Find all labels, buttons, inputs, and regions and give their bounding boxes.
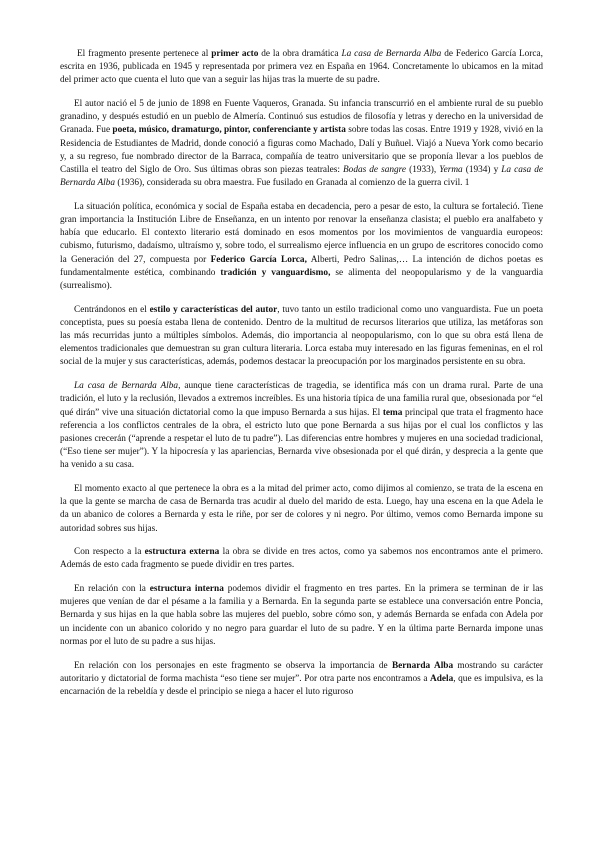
text-run: La situación política, económica y social de España estaba en decadencia, pero a pesar de esto, la cultura se fortaleció. Tiene gran importancia la Institución Libre de Enseñanza, en un intento por renovar la enseñanza clasista; el pueblo era analfabeto y había que educarlo. El contexto literario está dominado en esos momentos por los movimientos de vanguardia europeos: cubismo, futurismo, dadaísmo, ultraísmo y, sobre todo, el surrealismo ejerce influencia en un grupo de escritores conocido como la Generación del 27, compuesta por bbox=[60, 201, 543, 265]
bold-text: estructura externa bbox=[144, 547, 220, 558]
italic-text: Bodas de sangre bbox=[343, 165, 407, 175]
text-run: (1934) y bbox=[462, 165, 502, 175]
text-run: la obra se divide en tres actos, como ya sabemos nos encontramos ante el primero. Además de esto cada fragmento se puede dividir en tres partes. bbox=[60, 547, 543, 571]
text-run: aunque tiene características de tragedia, se identifica más con un drama rural. Parte de una tradición, el luto y la reclusión, llevados a extremos increíbles. Es una historia típica de una familia rural que, obsesionada por “el qué dirán” vive una situación dictatorial como la que impuso Bernarda a sus hijas. El bbox=[60, 381, 544, 418]
text-run: Con respecto a la bbox=[74, 547, 145, 558]
text-run: principal que trata el fragmento hace referencia a los conflictos centrales de la obra, el estricto luto que pone Bernarda a sus hijas por el cual los conflictos y las pasiones crecerán (“aprende a respetar el luto de tu padre”). Las diferencias entre hombres y mujeres en una sociedad tradicional, (“Eso tiene ser mujer”). Y la hipocresía y las apariencias, Bernarda vive obsesionada por el qué dirán, y desprecia a la gente que ha venido a su casa. bbox=[60, 407, 543, 471]
italic-text: Yerma bbox=[439, 165, 463, 175]
paragraph-moment-in-play bbox=[60, 483, 543, 536]
text-run: En relación con los personajes en este fragmento se observa la importancia de bbox=[74, 660, 392, 671]
paragraph-characters bbox=[60, 660, 543, 700]
text-run: , que es impulsiva, es la encarnación de la rebeldía y desde el principio se niega a hacer el luto riguroso bbox=[60, 673, 543, 697]
document-page bbox=[60, 48, 543, 710]
text-run: El momento exacto al que pertenece la obra es a la mitad del primer acto, como dijimos al comienzo, se trata de la escena en la que la gente se marcha de casa de Bernarda tras acudir al duelo del marido de esta. Luego, hay una escena en la que Adela le da un abanico de colores a Bernarda y esta le riñe, por ser de colores y ni negro. Por último, vemos como Bernarda impone su autoridad sobres sus hijas. bbox=[60, 483, 543, 534]
italic-text: La casa de Bernarda Alba bbox=[60, 165, 543, 189]
bold-text: tradición y vanguardismo, bbox=[220, 267, 331, 278]
paragraph-external-structure bbox=[60, 546, 543, 572]
italic-text: La casa de Bernarda Alba, bbox=[74, 381, 181, 392]
bold-text: Bernarda Alba bbox=[391, 660, 454, 671]
bold-text: primer acto bbox=[211, 49, 259, 59]
paragraph-author-biography bbox=[60, 98, 543, 190]
bold-text: Federico García Lorca, bbox=[210, 254, 307, 265]
paragraph-theme bbox=[60, 380, 543, 472]
text-run: sobre todas las cosas. Entre 1919 y 1928, vivió en la Residencia de Estudiantes de Madrid, donde conoció a figuras como Machado, Dalí y Buñuel. Viajó a Nueva York como becario y, a su regreso, fue nombrado director de la Barraca, compañía de teatro universitario que se proponía llevar a los pueblos de Castilla el teatro del Siglo de Oro. Sus últimas obras son piezas teatrales: bbox=[60, 125, 543, 175]
bold-text: Adela bbox=[430, 673, 454, 684]
text-run: mostrando su carácter autoritario y dictatorial de forma machista “eso tiene ser mujer”. Por otra parte nos encontramos a bbox=[60, 660, 543, 684]
bold-text: estilo y características del autor bbox=[149, 304, 278, 315]
paragraph-internal-structure bbox=[60, 583, 543, 649]
text-run: En relación con la bbox=[74, 584, 150, 595]
text-run: de Federico García Lorca, escrita en 1936, publicada en 1945 y representada por primera vez en España en 1964. Concretamente lo ubicamos en la mitad del primer acto que cuenta el luto que van a seguir las hijas tras la muerte de su padre. bbox=[60, 49, 543, 86]
text-run: El fragmento presente pertenece al bbox=[77, 49, 212, 59]
bold-text: estructura interna bbox=[149, 584, 224, 595]
bold-text: tema bbox=[382, 407, 403, 418]
text-run: Alberti, Pedro Salinas,… La intención de dichos poetas es fundamentalmente estética, combinando bbox=[60, 254, 543, 278]
paragraph-introduction bbox=[60, 48, 543, 88]
text-run: (1936), considerada su obra maestra. Fue fusilado en Granada al comienzo de la guerra civil. 1 bbox=[115, 178, 470, 189]
text-run: de la obra dramática bbox=[258, 49, 342, 59]
text-run: podemos dividir el fragmento en tres partes. En la primera se terminan de ir las mujeres que venían de dar el pésame a la familia y a Bernarda. En la segunda parte se establece una conversación entre Poncia, Bernarda y sus hijas en la que habla sobre las mujeres del pueblo, sobre cómo son, y además Bernarda se enfada con Adela por un incidente con un abanico colorido y no negro para guardar el luto de su padre. Y en la última parte Bernarda impone unas normas por el luto de su padre a sus hijas. bbox=[60, 584, 543, 647]
italic-text: La casa de Bernarda Alba bbox=[341, 49, 442, 59]
text-run: El autor nació el 5 de junio de 1898 en Fuente Vaqueros, Granada. Su infancia transcurrió en el ambiente rural de su pueblo granadino, y después estudió en un pueblo de Almería. Continuó sus estudios de filosofía y letras y derecho en la universidad de Granada. Fue bbox=[60, 99, 543, 136]
paragraph-style-and-characteristics bbox=[60, 304, 543, 370]
bold-text: poeta, músico, dramaturgo, pintor, conferenciante y artista bbox=[112, 125, 346, 136]
text-run: se alimenta del neopopularismo y de la vanguardia (surrealismo). bbox=[60, 267, 544, 291]
text-run: , tuvo tanto un estilo tradicional como uno vanguardista. Fue un poeta conceptista, pues su poesía estaba llena de contenido. Dentro de la multitud de recursos literarios que utiliza, las metáforas son las más recurridas junto a múltiples símbolos. Además, dio importancia al neopopularismo, con lo que su obra está llena de elementos tradicionales que demuestran su gran cultura literaria. Lorca estaba muy interesado en las figuras femeninas, en el rol social de la mujer y sus características, además, podemos destacar la preocupación por los marginados persistente en su obra. bbox=[60, 304, 543, 368]
text-run: Centrándonos en el bbox=[74, 304, 150, 315]
paragraph-historical-context bbox=[60, 201, 543, 293]
text-run: (1933), bbox=[406, 165, 440, 175]
